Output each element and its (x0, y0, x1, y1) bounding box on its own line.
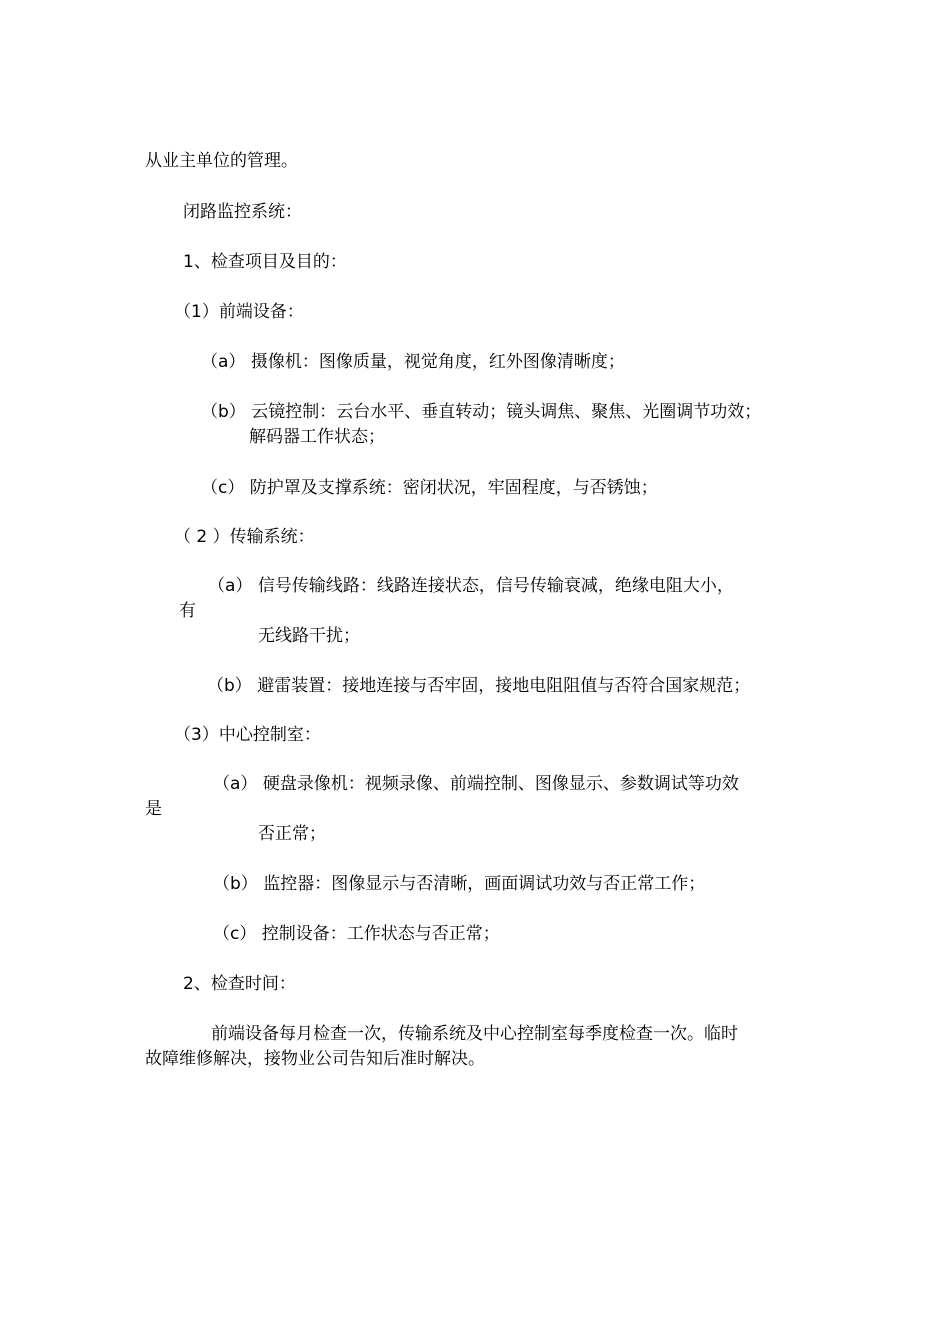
list-item-continuation: 否正常； (258, 824, 326, 844)
list-item: （b） 避雷装置：接地连接与否牢固，接地电阻阻值与否符合国家规范； (207, 676, 751, 696)
list-item: （b） 云镜控制：云台水平、垂直转动；镜头调焦、聚焦、光圈调节功效； (201, 402, 762, 422)
paragraph-line: 前端设备每月检查一次，传输系统及中心控制室每季度检查一次。临时 (211, 1024, 738, 1044)
subsection-heading: （ 2 ）传输系统： (174, 527, 315, 547)
subsection-heading: （1）前端设备： (174, 302, 304, 322)
list-item-wrap: 是 (145, 799, 162, 819)
list-item-wrap: 有 (179, 601, 196, 621)
list-item: （a） 信号传输线路：线路连接状态，信号传输衰减，绝缘电阻大小， (208, 576, 734, 596)
list-item: （c） 防护罩及支撑系统：密闭状况，牢固程度，与否锈蚀； (201, 478, 658, 498)
section-heading: 闭路监控系统： (183, 202, 302, 222)
item-heading: 1、检查项目及目的： (183, 252, 347, 272)
list-item: （c） 控制设备：工作状态与否正常； (213, 924, 500, 944)
list-item: （a） 摄像机：图像质量，视觉角度，红外图像清晰度； (201, 352, 625, 372)
text-line: 从业主单位的管理。 (145, 151, 298, 171)
list-item-continuation: 无线路干扰； (258, 626, 360, 646)
subsection-heading: （3）中心控制室： (174, 725, 321, 745)
list-item: （a） 硬盘录像机：视频录像、前端控制、图像显示、参数调试等功效 (213, 774, 739, 794)
item-heading: 2、检查时间： (183, 974, 296, 994)
list-item: （b） 监控器：图像显示与否清晰，画面调试功效与否正常工作； (213, 874, 706, 894)
paragraph-line: 故障维修解决，接物业公司告知后准时解决。 (145, 1049, 485, 1069)
list-item-continuation: 解码器工作状态； (249, 427, 385, 447)
